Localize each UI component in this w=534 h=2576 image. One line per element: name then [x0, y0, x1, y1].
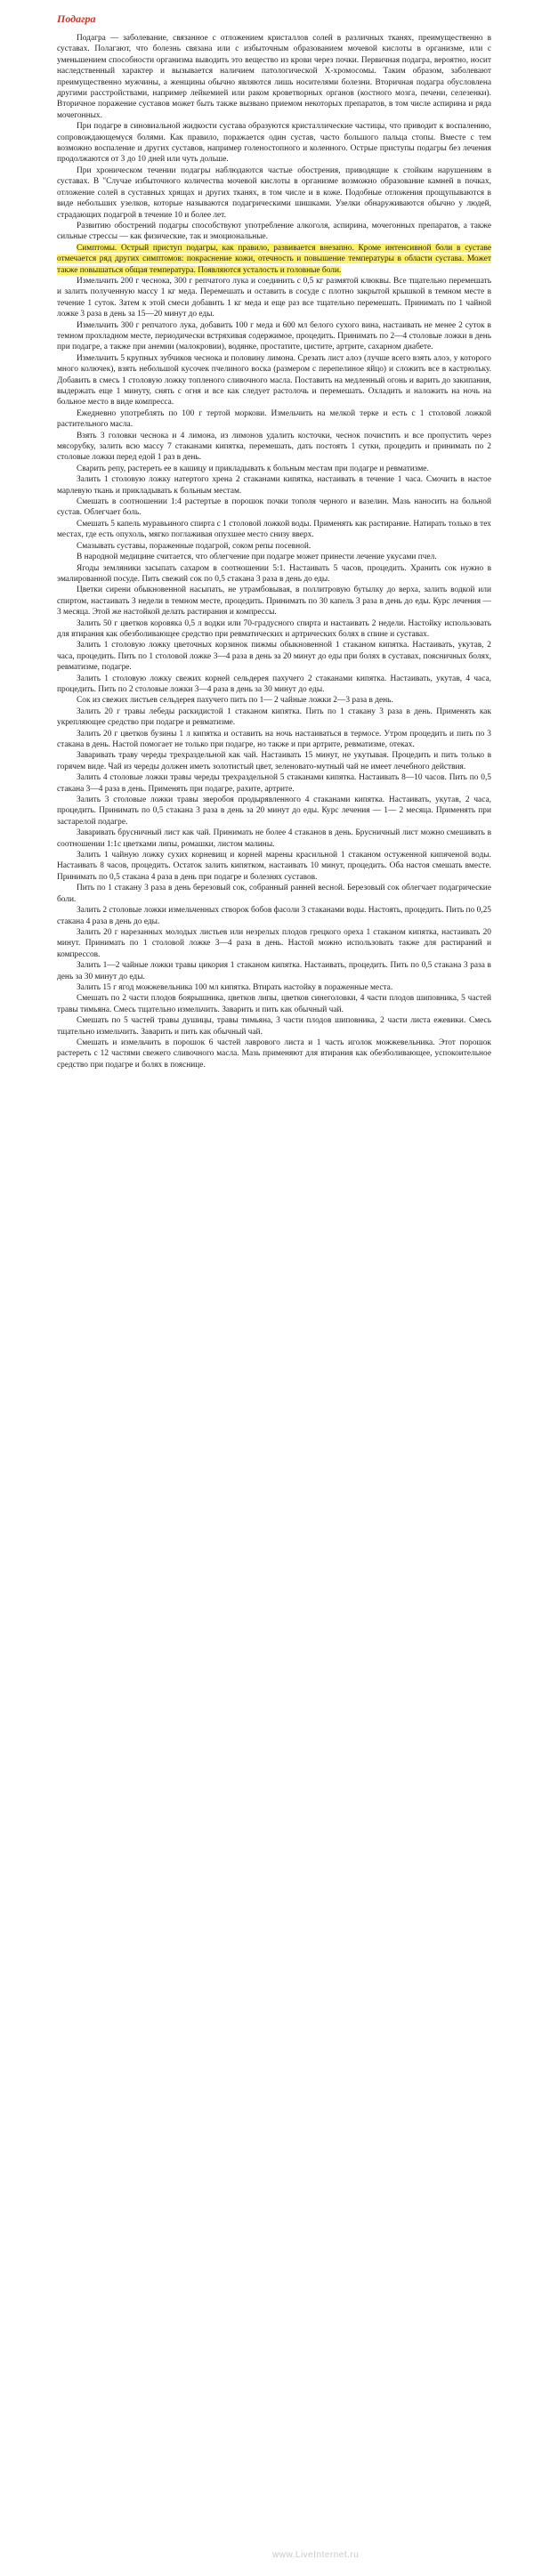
recipe-paragraph: Залить 20 г травы лебеды раскидистой 1 стаканом кипятка. Пить по 1 стакану 3 раза в день. Применять как укрепляющее средство при подагре и ревматизме.: [57, 707, 491, 728]
paragraph: При хроническом течении подагры наблюдаются частые обострения, приводящие к стойким нарушениям в суставах. В "Случае избыточного количества мочевой кислоты в организме возможно образование камней в почках, отложение солей в суставных хрящах и других тканях, в том числе и в коже. Подобные отложения прощупываются в виде небольших узелков, которые называются подагрическими шишками. Узелки обнаруживаются обычно у людей, страдающих подагрой в течение 10 и более лет.: [57, 166, 491, 220]
recipe-paragraph: Залить 20 г нарезанных молодых листьев или незрелых плодов грецкого ореха 1 стаканом кипятка, настаивать 20 минут. Принимать по 1 столовой ложке 3—4 раза в день. Настой можно использовать также для растираний и компрессов.: [57, 927, 491, 959]
recipe-paragraph: Залить 1 столовую ложку свежих корней сельдерея пахучего 2 стаканами кипятка. Настаивать, укутав, 4 часа, процедить. Пить по 2 столовые ложки 3—4 раза в день за 30 минут до еды.: [57, 674, 491, 694]
recipe-paragraph: Смешать по 5 частей травы душицы, травы тимьяна, 3 части плодов шиповника, 2 части листа ежевики. Смесь тщательно измельчить. Заварить и пить как обычный чай.: [57, 1016, 491, 1037]
recipe-paragraph: Залить 20 г цветков бузины 1 л кипятка и оставить на ночь настаиваться в термосе. Утром процедить и пить по 3 стакана в день. Настой помогает не только при подагре, но также и при артрите, ревматизме, отеках.: [57, 729, 491, 749]
recipe-paragraph: Залить 1 столовую ложку натертого хрена 2 стаканами кипятка, настаивать в течение 1 часа. Смочить в настое марлевую ткань и прикладывать к больным местам.: [57, 475, 491, 496]
paragraph-intro: Подагра — заболевание, связанное с отложением кристаллов солей в различных тканях, преимущественно в суставах. Полагают, что болезнь связана или с избыточным образованием мочевой кислоты в организме, или с уменьшением способности организма выводить это вещество из крови через почки. Первичная подагра, вероятно, носит наследственный характер и вызывается наличием патологической X-хромосомы. Таким образом, заболевают преимущественно мужчины, а женщины обычно являются лишь носителями болезни. Вторичная подагра обусловлена другими расстройствами, например лейкемией или раком кроветворных органов (костного мозга, печени, селезенки). Вторичное поражение суставов может быть также вызвано приемом некоторых препаратов, в том числе аспирина и ряда мочегонных.: [57, 34, 491, 120]
recipe-paragraph: Залить 50 г цветков коровяка 0,5 л водки или 70-градусного спирта и настаивать 2 недели. Настойку использовать для втирания как обезболивающее средство при ревматических и артрических болях в спине и суставах.: [57, 618, 491, 639]
recipe-paragraph: Заваривать траву череды трехраздельной как чай. Настаивать 15 минут, не укутывая. Процедить и пить только в горячем виде. Чай из череды должен иметь золотистый цвет, зеленовато-мутный чай не имеет лечебного действия.: [57, 751, 491, 771]
recipe-paragraph: Ягоды земляники засыпать сахаром в соотношении 5:1. Настаивать 5 часов, процедить. Хранить сок нужно в эмалированной посуде. Пить свежий сок по 0,5 стакана 3 раза в день до еды.: [57, 563, 491, 584]
recipe-paragraph: Залить 15 г ягод можжевельника 100 мл кипятка. Втирать настойку в пораженные места.: [77, 982, 393, 992]
recipe-paragraph: Сварить репу, растереть ее в кашицу и прикладывать к больным местам при подагре и ревматизме.: [77, 464, 429, 473]
page-title: Подагра: [57, 12, 96, 25]
recipe-paragraph: Измельчить 5 крупных зубчиков чеснока и половину лимона. Срезать лист алоэ (лучше всего взять алоэ, у которого много колючек), взять небольшой кусочек пчелиного воска (размером с перепелиное яйцо) и сложить все в кастрюльку. Добавить в смесь 1 столовую ложку топленого сливочного масла. Поставить на медленный огонь и варить до закипания, выдержать еще 1 минуту, снять с огня и все как следует растолочь и перемешать. Охладить и наложить на ночь на больное место в виде компресса.: [57, 353, 491, 408]
watermark: www.LiveInternet.ru: [272, 2550, 360, 2560]
recipe-paragraph: Смешать и измельчить в порошок 6 частей лаврового листа и 1 часть иголок можжевельника. Этот порошок растереть с 12 частями свежего сливочного масла. Мазь применяют для втирания как обезболивающее, успокоительное средство при подагре и болях в пояснице.: [57, 1038, 491, 1070]
paragraph: Развитию обострений подагры способствуют употребление алкоголя, аспирина, мочегонных препаратов, а также сильные стрессы — как физические, так и эмоциональные.: [57, 221, 491, 242]
symptoms-highlight: Симптомы. Острый приступ подагры, как правило, развивается внезапно. Кроме интенсивной боли в суставе отмечается ряд других симптомов: покраснение кожи, отечность и повышение температуры в области сустава. Может также повышаться общая температура. Появляются усталость и головные боли.: [57, 243, 491, 275]
recipe-paragraph: Залить 1 столовую ложку цветочных корзинок пижмы обыкновенной 1 стаканом кипятка. Настаивать, укутав, 2 часа, процедить. Пить по 1 столовой ложке 3—4 раза в день за 20 минут до еды при болях в суставах, поясничных болях, ревматизме, подагре.: [57, 641, 491, 673]
recipe-paragraph: Измельчить 200 г чеснока, 300 г репчатого лука и соединить с 0,5 кг размятой клюквы. Все тщательно перемешать и залить полученную массу 1 кг меда. Перемешать и оставить в сосуде с плотно закрытой крышкой в темном месте в течение 1 суток. Затем к этой смеси добавить 1 кг меда и еще раз все тщательно перемешать. Принимать по 1 чайной ложке 3 раза в день за 15—20 минут до еды.: [57, 276, 491, 319]
recipe-paragraph: Залить 1—2 чайные ложки травы цикория 1 стаканом кипятка. Настаивать, процедить. Пить по 0,5 стакана 3 раза в день за 30 минут до еды.: [57, 961, 491, 981]
paragraph: При подагре в синовиальной жидкости сустава образуются кристаллические частицы, что приводит к воспалению, сопровождающемуся болями. Как правило, поражается один сустав, часто большого пальца стопы. Вместе с тем возможно воспаление и других суставов, например голеностопного и коленного. Острые приступы подагры без лечения продолжаются от 3 до 10 дней или чуть дольше.: [57, 122, 491, 165]
recipe-paragraph: Пить по 1 стакану 3 раза в день березовый сок, собранный ранней весной. Березовый сок облегчает подагрические боли.: [57, 884, 491, 904]
recipe-paragraph: Взять 3 головки чеснока и 4 лимона, из лимонов удалить косточки, чеснок почистить и все пропустить через мясорубку, залить всю массу 7 стаканами кипятка, перемешать, дать постоять 1 сутки, процедить и принимать по 2 столовые ложки перед едой 1 раз в день.: [57, 431, 491, 463]
recipe-paragraph: Залить 3 столовые ложки травы зверобоя продырявленного 4 стаканами кипятка. Настаивать, укутав, 2 часа, процедить. Принимать по 0,5 стакана 3 раза в день за 20 минут до еды. Курс лечения — 1— 2 месяца. Применять при застарелой подагре.: [57, 795, 491, 827]
recipe-paragraph: В народной медицине считается, что облегчение при подагре может принести лечение укусами пчел.: [77, 553, 437, 562]
recipe-paragraph: Смазывать суставы, пораженные подагрой, соком репы посевной.: [77, 541, 312, 551]
recipe-paragraph: Смешать 5 капель муравьиного спирта с 1 столовой ложкой воды. Применять как растирание. Натирать только в тех местах, где есть опухоль, мягко поглаживая опухшее место снизу вверх.: [57, 519, 491, 540]
recipe-paragraph: Залить 2 столовые ложки измельченных створок бобов фасоли 3 стаканами воды. Настоять, процедить. Пить по 0,25 стакана 4 раза в день до еды.: [57, 906, 491, 926]
recipe-paragraph: Цветки сирени обыкновенной насыпать, не утрамбовывая, в поллитровую бутылку до верха, залить водкой или спиртом, настаивать 3 недели в темном месте, процедить. Принимать по 30 капель 3 раза в день до еды. Курс лечения — 3 месяца. Этой же настойкой делать растирания и компрессы.: [57, 585, 491, 618]
recipe-paragraph: Ежедневно употреблять по 100 г тертой моркови. Измельчить на мелкой терке и есть с 1 столовой ложкой растительного масла.: [57, 408, 491, 430]
recipe-paragraph: Смешать по 2 части плодов боярышника, цветков липы, цветков синеголовки, 4 части плодов шиповника, 5 частей травы тимьяна. Смесь тщательно измельчить. Заварить и пить как обычный чай.: [57, 994, 491, 1014]
recipe-paragraph: Смешать в соотношении 1:4 растертые в порошок почки тополя черного и вазелин. Мазь наносить на больной сустав. Облегчает боль.: [57, 497, 491, 518]
recipe-paragraph: Залить 1 чайную ложку сухих корневищ и корней марены красильной 1 стаканом остуженной кипяченой воды. Настаивать 8 часов, процедить. Остаток залить кипятком, настаивать 10 минут, процедить. Оба настоя смешать вместе. Принимать по 0,5 стакана 4 раза в день при подагре и болезнях суставов.: [57, 851, 491, 882]
recipe-paragraph: Заваривать брусничный лист как чай. Принимать не более 4 стаканов в день. Брусничный лист можно смешивать в соотношении 1:1с цветками липы, ромашки, листом малины.: [57, 828, 491, 849]
recipe-paragraph: Залить 4 столовые ложки травы череды трехраздельной 5 стаканами кипятка. Настаивать 8—10 часов. Пить по 0,5 стакана 3—4 раза в день. Применять при подагре, рахите, артрите.: [57, 773, 491, 794]
recipe-paragraph: Измельчить 300 г репчатого лука, добавить 100 г меда и 600 мл белого сухого вина, настаивать не менее 2 суток в темном прохладном месте, периодически встряхивая содержимое, процедить. Принимать по 2—4 столовые ложки в день при подагре, а также при анемии (малокровии), водянке, простатите, цистите, артрите, сахарном диабете.: [57, 320, 491, 352]
symptoms-paragraph: [57, 243, 491, 276]
article-body: [57, 33, 491, 1070]
recipe-paragraph: Сок из свежих листьев сельдерея пахучего пить по 1— 2 чайные ложки 2—3 раза в день.: [77, 696, 393, 706]
